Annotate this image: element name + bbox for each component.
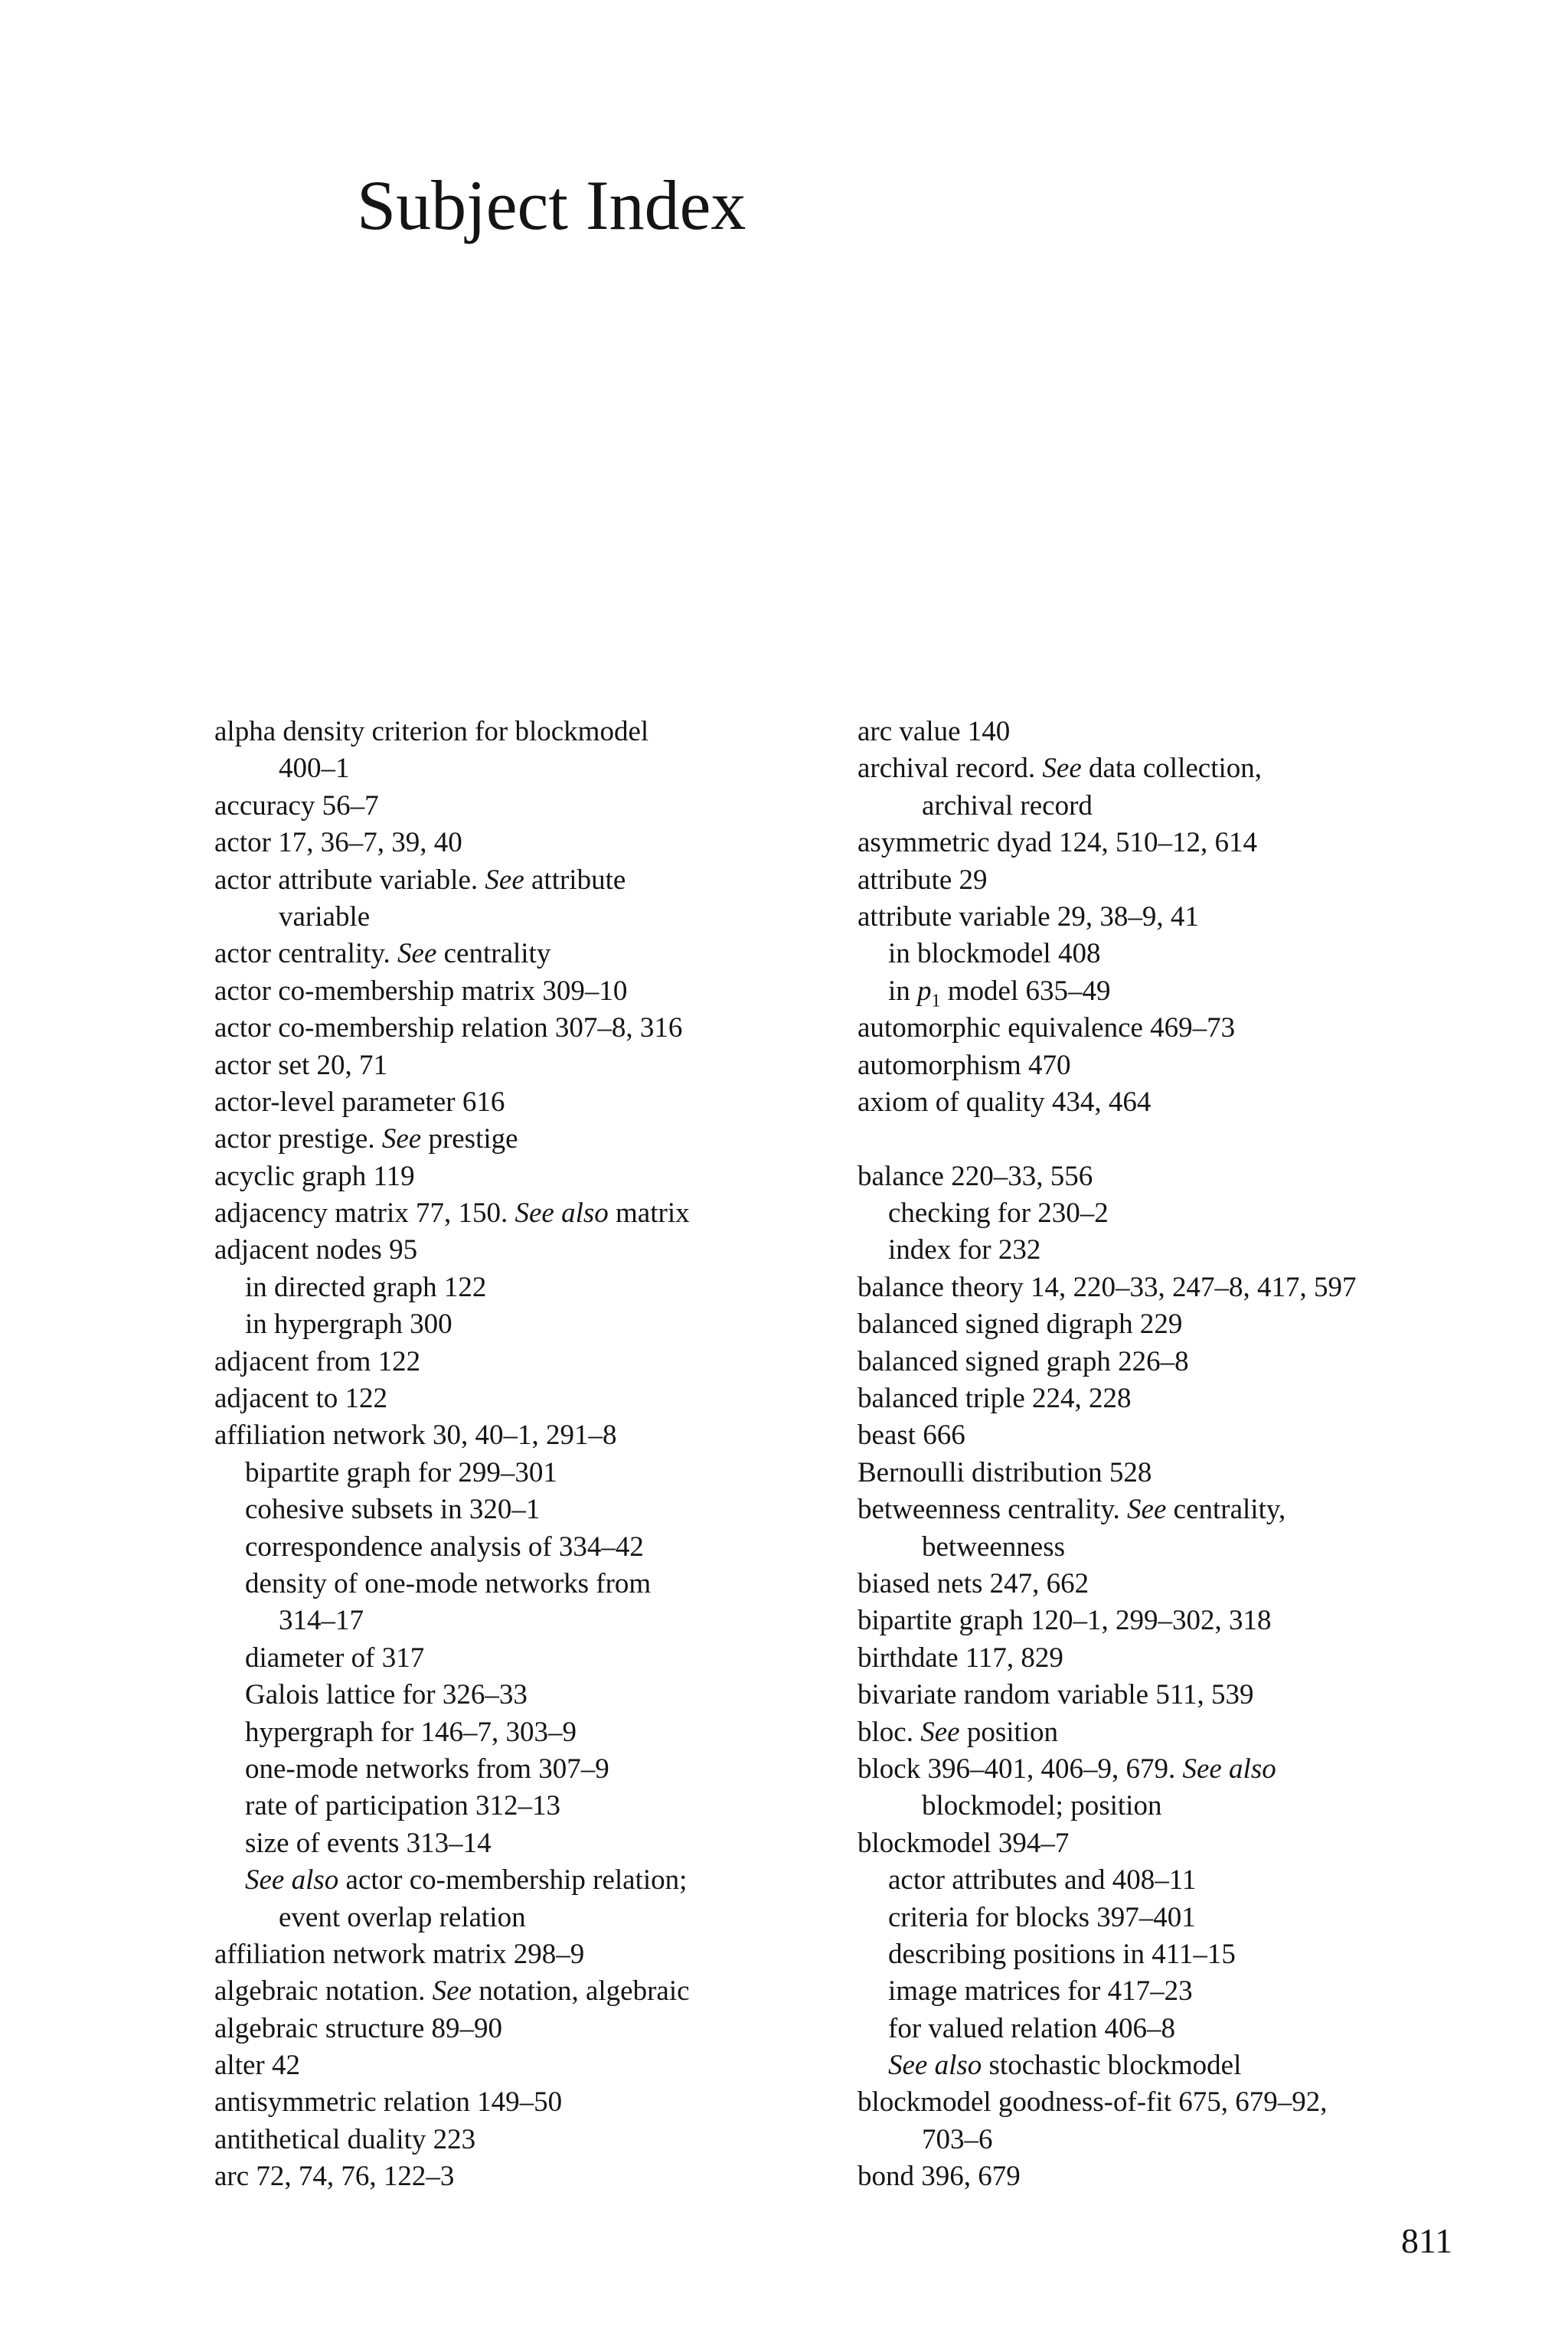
index-entry (214, 1380, 842, 1417)
index-entry (214, 1973, 842, 2010)
index-entry (214, 862, 842, 899)
cross-reference-label: See (397, 938, 437, 970)
entry-text: actor centrality. (214, 938, 398, 970)
entry-text: criteria for blocks 397–401 (888, 1901, 1196, 1933)
entry-text: adjacent nodes 95 (214, 1234, 418, 1266)
cross-reference-label: See (432, 1975, 472, 2008)
entry-text: alpha density criterion for blockmodel (214, 716, 649, 747)
index-entry (214, 936, 842, 972)
index-entry (214, 1936, 842, 1973)
entry-text: blockmodel; position (922, 1790, 1162, 1822)
entry-text: density of one-mode networks from (245, 1567, 652, 1599)
index-entry-continuation (858, 2122, 1516, 2158)
entry-text: bipartite graph for 299–301 (245, 1456, 557, 1488)
entry-text: image matrices for 417–23 (888, 1975, 1193, 2008)
index-entry (214, 1195, 842, 1232)
entry-text: balanced triple 224, 228 (858, 1383, 1132, 1415)
index-entry-continuation (214, 1900, 842, 1936)
entry-text: model 635–49 (940, 975, 1111, 1007)
index-subentry (214, 1677, 842, 1714)
index-subentry (214, 1269, 842, 1306)
entry-text: alter 42 (214, 2050, 300, 2082)
index-subentry (214, 1529, 842, 1566)
entry-text: automorphism 470 (858, 1049, 1071, 1081)
index-entry (858, 1640, 1516, 1677)
entry-text: data collection, (1081, 753, 1263, 785)
index-entry-continuation (214, 750, 842, 787)
entry-text: correspondence analysis of 334–42 (245, 1531, 644, 1563)
index-entry (214, 788, 842, 825)
entry-text: for valued relation 406–8 (888, 2012, 1176, 2044)
entry-text: bivariate random variable 511, 539 (858, 1679, 1254, 1711)
entry-text: balanced signed digraph 229 (858, 1308, 1183, 1341)
index-entry (858, 1714, 1516, 1751)
index-entry (214, 2158, 842, 2195)
cross-reference-label: See (381, 1123, 422, 1155)
entry-text: block 396–401, 406–9, 679. (858, 1753, 1183, 1785)
index-subentry (858, 1232, 1516, 1269)
entry-text: describing positions in 411–15 (888, 1938, 1236, 1970)
index-subentry (858, 1973, 1516, 2010)
entry-text: archival record. (858, 753, 1043, 785)
index-column-left (214, 714, 842, 2196)
index-subentry (858, 1862, 1516, 1899)
entry-text: actor co-membership relation 307–8, 316 (214, 1012, 683, 1044)
index-entry (858, 1380, 1516, 1417)
index-subentry (214, 1862, 842, 1899)
entry-text: notation, algebraic (471, 1975, 690, 2008)
entry-text: actor attributes and 408–11 (888, 1864, 1197, 1897)
entry-text: attribute 29 (858, 864, 988, 896)
index-subentry (214, 1491, 842, 1528)
cross-reference-label: See (485, 864, 524, 896)
entry-text: antisymmetric relation 149–50 (214, 2086, 563, 2119)
entry-text: actor set 20, 71 (214, 1049, 388, 1081)
index-entry (858, 1751, 1516, 1788)
cross-reference-label: See also (514, 1197, 609, 1230)
entry-text: centrality (436, 938, 551, 970)
index-subentry (214, 1751, 842, 1788)
entry-text: index for 232 (888, 1234, 1041, 1266)
index-subentry (858, 1936, 1516, 1973)
page-number: 811 (1401, 2221, 1453, 2260)
index-entry (214, 2047, 842, 2084)
index-subentry (858, 1900, 1516, 1936)
index-subentry (214, 1306, 842, 1343)
entry-text: automorphic equivalence 469–73 (858, 1012, 1236, 1044)
entry-text: balance 220–33, 556 (858, 1160, 1093, 1192)
index-entry (214, 825, 842, 861)
entry-text: blockmodel 394–7 (858, 1827, 1070, 1859)
entry-text: actor attribute variable. (214, 864, 485, 896)
entry-text: one-mode networks from 307–9 (245, 1753, 609, 1785)
entry-text: centrality, (1166, 1494, 1286, 1526)
entry-text: balanced signed graph 226–8 (858, 1345, 1189, 1377)
index-entry (858, 1158, 1516, 1195)
index-entry (214, 1158, 842, 1195)
index-entry (858, 1047, 1516, 1084)
index-entry (858, 825, 1516, 861)
cross-reference-label: See (920, 1716, 960, 1748)
index-entry (858, 899, 1516, 936)
entry-text: in hypergraph 300 (245, 1308, 452, 1341)
entry-text: algebraic structure 89–90 (214, 2012, 503, 2044)
entry-text: 314–17 (279, 1605, 364, 1637)
index-entry (858, 2084, 1516, 2121)
index-entry (214, 1084, 842, 1121)
entry-text: in (888, 975, 918, 1007)
index-entry (214, 714, 842, 750)
entry-text: bloc. (858, 1716, 921, 1748)
subscript: 1 (931, 991, 941, 1011)
index-entry (858, 750, 1516, 787)
entry-text: Galois lattice for 326–33 (245, 1679, 528, 1711)
entry-text: blockmodel goodness-of-fit 675, 679–92, (858, 2086, 1328, 2119)
entry-text: Bernoulli distribution 528 (858, 1456, 1152, 1488)
entry-text: in directed graph 122 (245, 1271, 487, 1303)
entry-text: affiliation network matrix 298–9 (214, 1938, 585, 1970)
index-entry-continuation (214, 1603, 842, 1639)
entry-text: arc value 140 (858, 716, 1011, 747)
index-subentry (858, 1195, 1516, 1232)
index-entry (858, 1825, 1516, 1862)
entry-text: in blockmodel 408 (888, 938, 1101, 970)
index-entry (214, 1232, 842, 1269)
entry-text: actor 17, 36–7, 39, 40 (214, 827, 462, 859)
index-entry (858, 1306, 1516, 1343)
entry-text: algebraic notation. (214, 1975, 433, 2008)
entry-text: adjacent to 122 (214, 1383, 388, 1415)
index-subentry (214, 1825, 842, 1862)
entry-text: acyclic graph 119 (214, 1160, 415, 1192)
entry-text: 703–6 (922, 2123, 993, 2155)
index-entry (858, 862, 1516, 899)
index-subentry (214, 1788, 842, 1825)
entry-text: affiliation network 30, 40–1, 291–8 (214, 1420, 617, 1452)
index-entry-continuation (858, 1529, 1516, 1566)
entry-text: 400–1 (279, 753, 350, 785)
entry-text: matrix (608, 1197, 690, 1230)
index-subentry (214, 1566, 842, 1603)
entry-text: antithetical duality 223 (214, 2123, 476, 2155)
entry-text: attribute (524, 864, 626, 896)
entry-text: betweenness (922, 1531, 1065, 1563)
index-subentry (858, 973, 1516, 1010)
cross-reference-label: See also (1182, 1753, 1276, 1785)
entry-text: axiom of quality 434, 464 (858, 1086, 1152, 1118)
index-subentry (214, 1455, 842, 1491)
index-entry (858, 1084, 1516, 1121)
entry-text: beast 666 (858, 1420, 965, 1452)
entry-text: actor prestige. (214, 1123, 382, 1155)
entry-text: balance theory 14, 220–33, 247–8, 417, 597 (858, 1271, 1357, 1303)
index-entry (858, 1344, 1516, 1380)
entry-text: diameter of 317 (245, 1642, 425, 1674)
index-entry (858, 1417, 1516, 1454)
entry-text: bond 396, 679 (858, 2161, 1021, 2193)
index-entry-continuation (858, 788, 1516, 825)
index-entry (214, 973, 842, 1010)
entry-text: stochastic blockmodel (982, 2050, 1242, 2082)
entry-text: rate of participation 312–13 (245, 1790, 561, 1822)
page-title: Subject Index (357, 166, 746, 244)
index-entry (858, 1010, 1516, 1047)
cross-reference-label: See also (245, 1864, 339, 1897)
entry-text: asymmetric dyad 124, 510–12, 614 (858, 827, 1258, 859)
index-column-right (858, 714, 1516, 2196)
index-entry (214, 2122, 842, 2158)
index-entry (214, 2011, 842, 2047)
entry-text: adjacent from 122 (214, 1345, 421, 1377)
entry-text: birthdate 117, 829 (858, 1642, 1063, 1674)
entry-text: attribute variable 29, 38–9, 41 (858, 900, 1199, 933)
cross-reference-label: p (917, 975, 932, 1007)
entry-text: prestige (421, 1123, 518, 1155)
cross-reference-label: See (1042, 753, 1082, 785)
index-subentry (858, 2047, 1516, 2084)
cross-reference-label: See also (888, 2050, 982, 2082)
entry-text: cohesive subsets in 320–1 (245, 1494, 541, 1526)
index-entry (858, 714, 1516, 750)
index-entry (858, 1269, 1516, 1306)
entry-text: adjacency matrix 77, 150. (214, 1197, 515, 1230)
index-entry (858, 1566, 1516, 1603)
index-entry (214, 1010, 842, 1047)
entry-text: variable (279, 900, 371, 933)
entry-text: position (959, 1716, 1059, 1748)
index-entry (214, 1344, 842, 1380)
entry-text: size of events 313–14 (245, 1827, 492, 1859)
entry-text: checking for 230–2 (888, 1197, 1109, 1230)
index-entry (214, 2084, 842, 2121)
entry-text: accuracy 56–7 (214, 789, 379, 822)
entry-text: betweenness centrality. (858, 1494, 1128, 1526)
entry-text: hypergraph for 146–7, 303–9 (245, 1716, 577, 1748)
entry-text: bipartite graph 120–1, 299–302, 318 (858, 1605, 1272, 1637)
entry-text: actor co-membership matrix 309–10 (214, 975, 628, 1007)
index-entry (858, 1603, 1516, 1639)
index-entry (858, 2158, 1516, 2195)
index-subentry (214, 1640, 842, 1677)
index-entry (214, 1047, 842, 1084)
entry-text: actor co-membership relation; (338, 1864, 688, 1897)
index-entry (858, 1677, 1516, 1714)
index-letter-gap (858, 1121, 1516, 1158)
index-subentry (858, 2011, 1516, 2047)
entry-text: actor-level parameter 616 (214, 1086, 505, 1118)
index-entry (858, 1491, 1516, 1528)
index-subentry (858, 936, 1516, 972)
index-entry (214, 1121, 842, 1158)
index-entry-continuation (858, 1788, 1516, 1825)
index-entry (858, 1455, 1516, 1491)
cross-reference-label: See (1127, 1494, 1167, 1526)
entry-text: archival record (922, 789, 1093, 822)
entry-text: arc 72, 74, 76, 122–3 (214, 2161, 455, 2193)
index-entry (214, 1417, 842, 1454)
index-subentry (214, 1714, 842, 1751)
entry-text: event overlap relation (279, 1901, 526, 1933)
index-entry-continuation (214, 899, 842, 936)
entry-text: biased nets 247, 662 (858, 1567, 1089, 1599)
